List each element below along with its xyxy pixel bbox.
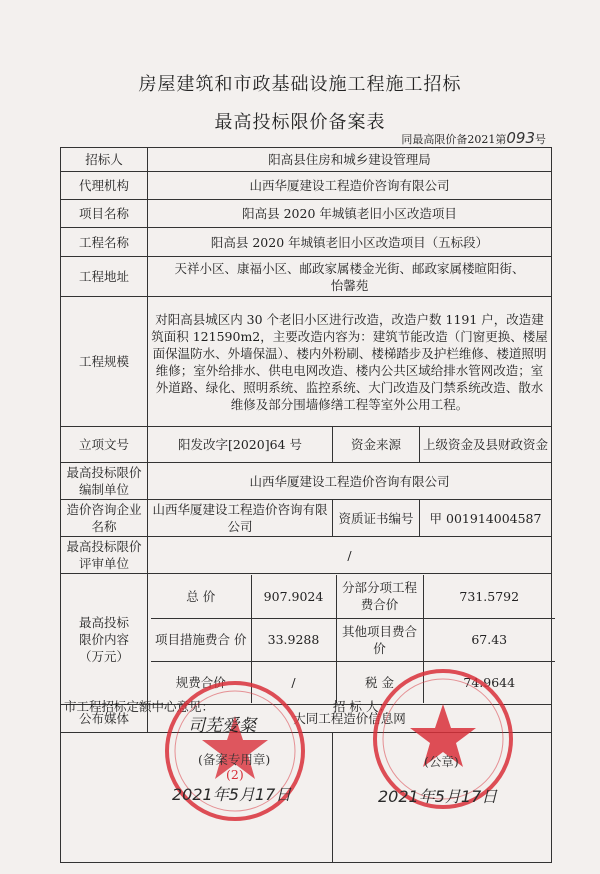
row-tenderer	[61, 148, 552, 172]
value-consult: 山西华厦建设工程造价咨询有限公司	[148, 500, 333, 537]
row-address	[61, 257, 552, 297]
label-content	[61, 574, 148, 705]
content-label-line1: 最高投标	[78, 614, 129, 630]
label-total: 总 价	[151, 575, 251, 618]
tenderer-seal-note: (公章)	[424, 754, 459, 769]
value-subitem: 731.5792	[423, 575, 555, 618]
row-scope	[61, 297, 552, 427]
value-address	[148, 257, 552, 297]
label-cert: 资质证书编号	[333, 500, 420, 537]
row-project	[61, 200, 552, 228]
tenderer-date: 2021年5月17日	[378, 787, 498, 806]
value-publish: 大同工程造价信息网	[148, 705, 552, 733]
label-fund: 资金来源	[333, 427, 420, 463]
label-review: 最高投标限价评审单位	[61, 537, 148, 574]
center-signature: 司芜爱粲	[188, 716, 256, 736]
address-line1: 天祥小区、康福小区、邮政家属楼金光街、邮政家属楼暄阳街、	[174, 260, 525, 276]
label-address: 工程地址	[61, 257, 148, 297]
row-approval	[61, 427, 552, 463]
value-project: 阳高县 2020 年城镇老旧小区改造项目	[148, 200, 552, 228]
center-seal-note: (备案专用章)	[198, 752, 271, 767]
label-scope: 工程规模	[61, 297, 148, 427]
title-line1: 房屋建筑和市政基础设施工程施工招标	[138, 74, 462, 95]
center-date: 2021年5月17日	[172, 785, 292, 804]
content-label-line3: （万元）	[78, 648, 129, 664]
value-scope: 对阳高县城区内 30 个老旧小区进行改造，改造户数 1191 户，改造建筑面积 121590m2，主要改造内容为：建筑节能改造（门窗更换、楼屋面保温防水、外墙保温）、楼内外粉刷、楼梯踏步及护栏维修、楼道照明维修；室外给排水、供电电网改造、楼内公共区域给排水管网改造；室外道路、绿化、照明系统、监控系统、大门改造及门禁系统改造、散水维修及部分围墙修缮工程等室外公用工程。	[148, 297, 552, 427]
center-opinion-label: 市工程招标定额中心意见：	[64, 699, 215, 714]
value-cert: 甲 001914004587	[420, 500, 552, 537]
label-agency: 代理机构	[61, 172, 148, 200]
value-tenderer: 阳高县住房和城乡建设管理局	[148, 148, 552, 172]
title-line2: 最高投标限价备案表	[214, 112, 386, 133]
center-seal-number: (2)	[226, 767, 244, 782]
address-line2: 怡馨苑	[330, 277, 369, 293]
value-measure: 33.9288	[251, 618, 336, 661]
value-compiler: 山西华厦建设工程造价咨询有限公司	[148, 463, 552, 500]
row-agency	[61, 172, 552, 200]
value-tax: 74.9644	[463, 674, 516, 690]
label-engineering: 工程名称	[61, 228, 148, 257]
label-project: 项目名称	[61, 200, 148, 228]
record-prefix: 同最高限价备2021第	[401, 133, 507, 146]
row-consult	[61, 500, 552, 537]
content-label-line2: 限价内容	[78, 631, 129, 647]
value-approval: 阳发改字[2020]64 号	[148, 427, 333, 463]
value-other: 67.43	[423, 618, 555, 661]
label-consult: 造价咨询企业名称	[61, 500, 148, 537]
label-compiler: 最高投标限价编制单位	[61, 463, 148, 500]
row-compiler	[61, 463, 552, 500]
row-engineering	[61, 228, 552, 257]
label-publish: 公布媒体	[61, 705, 148, 733]
label-tenderer: 招标人	[61, 148, 148, 172]
value-fee: /	[251, 661, 336, 703]
label-fee: 规费合价	[151, 661, 251, 703]
row-review	[61, 537, 552, 574]
record-suffix: 号	[535, 133, 546, 146]
tenderer-label: 招 标 人：	[333, 699, 391, 714]
label-measure: 项目措施费合 价	[151, 618, 251, 661]
value-total: 907.9024	[251, 575, 336, 618]
value-engineering: 阳高县 2020 年城镇老旧小区改造项目（五标段）	[148, 228, 552, 257]
label-other: 其他项目费合 价	[336, 618, 423, 661]
record-number-handwritten: 093	[506, 129, 535, 147]
value-fund: 上级资金及县财政资金	[420, 427, 552, 463]
value-review: /	[148, 537, 552, 574]
label-approval: 立项文号	[61, 427, 148, 463]
value-agency: 山西华厦建设工程造价咨询有限公司	[148, 172, 552, 200]
record-number	[401, 129, 546, 147]
label-tax: 税 金	[336, 661, 423, 703]
label-subitem: 分部分项工程费合价	[336, 575, 423, 618]
